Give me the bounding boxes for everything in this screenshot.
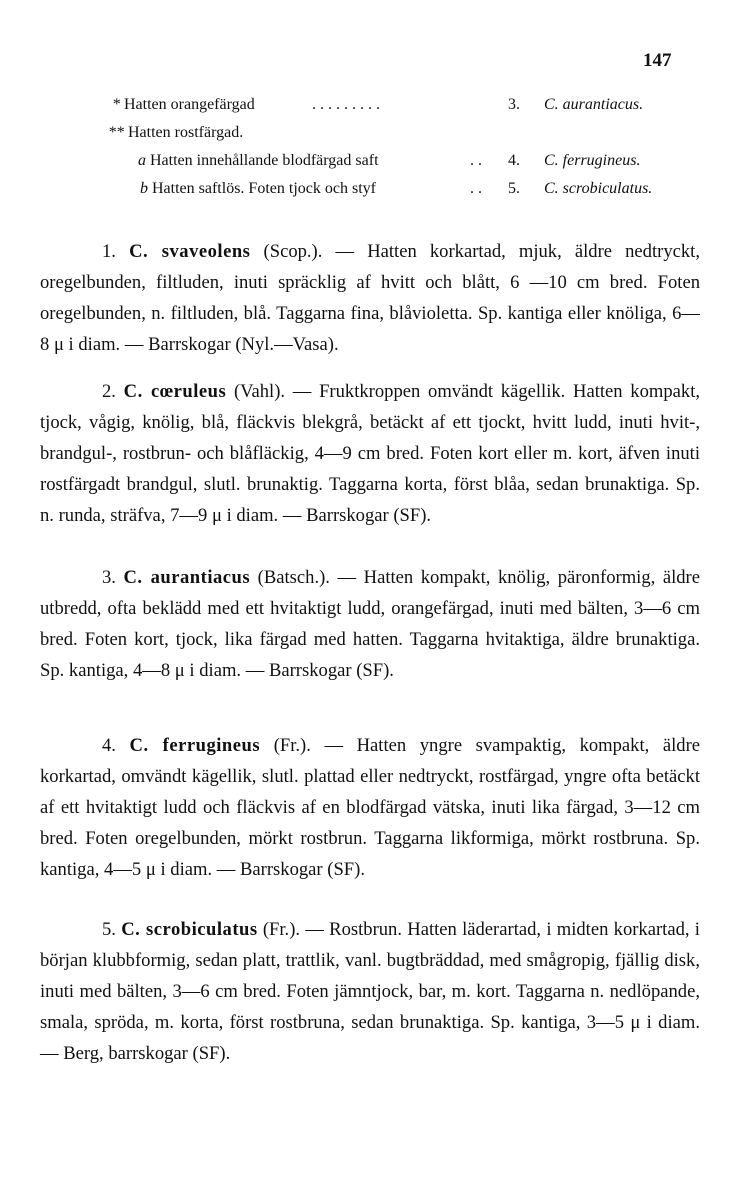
species-author: (Vahl). (233, 381, 286, 402)
key-number: 5. (508, 180, 520, 197)
key-row (140, 178, 376, 200)
key-target: C. scrobiculatus. (544, 180, 653, 197)
species-author: (Fr.). (273, 735, 311, 756)
key-target: C. aurantiacus. (544, 96, 644, 113)
key-leader: . . (470, 152, 482, 169)
species-entry-aurantiacus (40, 562, 700, 686)
species-name: C. ferrugineus (129, 735, 261, 756)
key-description: Hatten saftlös. Foten tjock och styf (152, 180, 376, 197)
species-author: (Batsch.). (257, 567, 330, 588)
species-description: — Hatten yngre svampaktig, kompakt, äldre korkartad, omvändt kägellik, slutl. plattad eller nedtryckt, rostfärgad, yngre ofta betäckt af ett hvitaktigt ludd och fläckvis af en blodfärgad vätska, inuti lika färgad, 3—12 cm bred. Foten oregelbunden, mörkt rostbrun. Taggarna likformiga, mörkt rostbruna. Sp. kantiga, 4—5 μ i diam. — Barrskogar (SF). (40, 735, 701, 880)
key-description: Hatten rostfärgad. (128, 124, 244, 141)
species-description: — Fruktkroppen omvändt kägellik. Hatten kompakt, tjock, vågig, knölig, blå, fläckvis blekgrå, betäckt af ett tjockt, hvitt ludd, inuti hvit-, brandgul-, rostbrun- och blåfläckig, 4—9 cm bred. Foten kort eller m. kort, äfven inuti rostfärgadt brandgul, slutl. brunaktig. Taggarna korta, först blåa, sedan brunaktiga. Sp. n. runda, sträfva, 7—9 μ i diam. — Barrskogar (SF). (40, 381, 701, 526)
species-entry-svaveolens (40, 236, 700, 360)
species-description: — Rostbrun. Hatten läderartad, i midten korkartad, i början klubbformig, sedan platt, trattlik, vanl. bugtbräddad, med smågropig, fjällig disk, inuti med bälten, 3—6 cm bred. Foten jämntjock, bar, m. kort. Taggarna n. nedlöpande, smala, spröda, m. korta, först rostbruna, sedan brunaktiga. Sp. kantiga, 3—5 μ i diam. — Berg, barrskogar (SF). (40, 919, 700, 1064)
key-row (112, 94, 255, 116)
species-description: — Hatten kompakt, knölig, päronformig, äldre utbredd, ofta beklädd med ett hvitaktigt ludd, orangefärgad, inuti med bälten, 3—6 cm bred. Foten kort, tjock, lika färgad med hatten. Taggarna hvitaktiga, äldre brunaktiga. Sp. kantiga, 4—8 μ i diam. — Barrskogar (SF). (40, 567, 700, 681)
key-target: C. ferrugineus. (544, 152, 641, 169)
species-number: 5. (102, 919, 116, 940)
species-description: — Hatten korkartad, mjuk, äldre nedtryckt, oregelbunden, filtluden, inuti spräcklig af hvitt och blått, 6 —10 cm bred. Foten oregelbunden, n. filtluden, blå. Taggarna fina, blåvioletta. Sp. kantiga eller knöliga, 6—8 μ i diam. — Barrskogar (Nyl.—Vasa). (40, 241, 700, 355)
key-mark: b (140, 180, 148, 197)
key-leader: . . . . . . . . . (312, 96, 380, 113)
species-number: 4. (102, 735, 116, 756)
key-number: 3. (508, 96, 520, 113)
species-entry-coeruleus (40, 376, 700, 531)
page-number: 147 (643, 50, 672, 71)
key-mark: * (112, 96, 120, 113)
key-leader: . . (470, 180, 482, 197)
species-number: 1. (102, 241, 116, 262)
species-author: (Fr.). (262, 919, 301, 940)
key-mark: a (138, 152, 146, 169)
species-number: 2. (102, 381, 116, 402)
species-name: C. svaveolens (129, 241, 251, 262)
species-entry-scrobiculatus (40, 914, 700, 1069)
species-name: C. scrobiculatus (121, 919, 258, 940)
species-number: 3. (102, 567, 116, 588)
key-row (138, 150, 379, 172)
species-author: (Scop.). (263, 241, 323, 262)
key-description: Hatten orangefärgad (124, 96, 255, 113)
key-mark: ** (108, 124, 124, 141)
species-entry-ferrugineus (40, 730, 700, 885)
key-number: 4. (508, 152, 520, 169)
species-name: C. cœruleus (123, 381, 227, 402)
key-description: Hatten innehållande blodfärgad saft (150, 152, 379, 169)
species-name: C. aurantiacus (123, 567, 251, 588)
key-row (108, 122, 243, 144)
